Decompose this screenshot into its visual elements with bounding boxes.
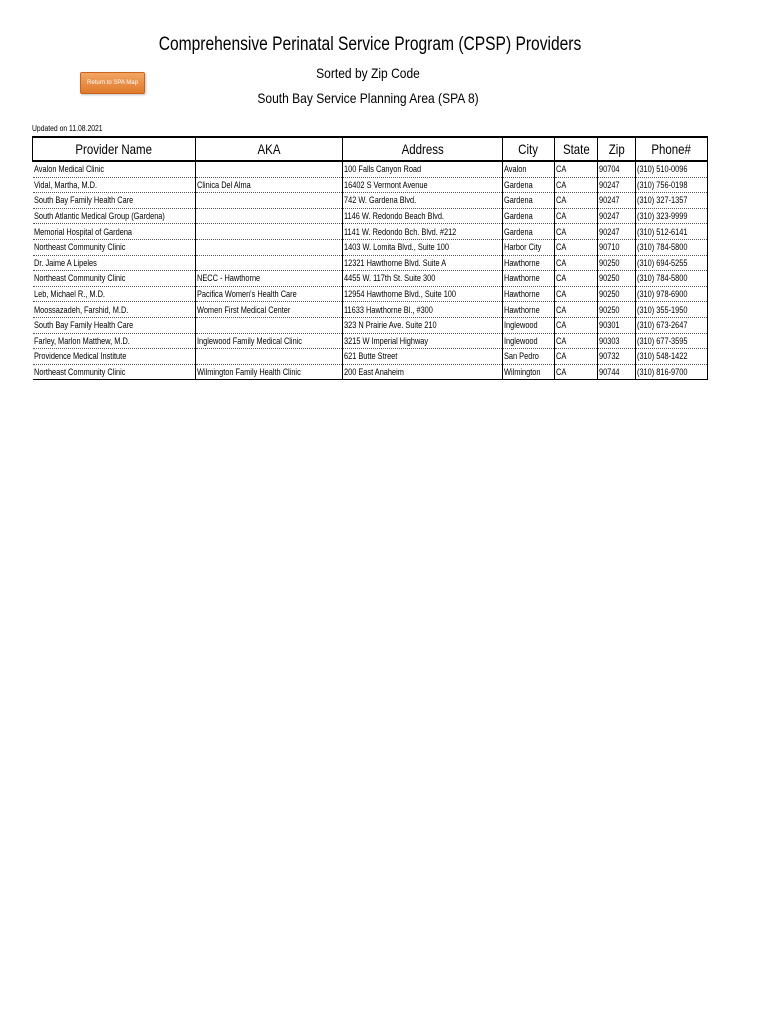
address-cell: 3215 W Imperial Highway <box>343 333 503 349</box>
zip-cell: 90250 <box>598 255 636 271</box>
address-cell: 11633 Hawthorne Bl., #300 <box>343 302 503 318</box>
address-cell: 1403 W. Lomita Blvd., Suite 100 <box>343 239 503 255</box>
zip-cell: 90247 <box>598 208 636 224</box>
phone-cell: (310) 784-5800 <box>636 271 708 287</box>
table-row <box>33 271 708 287</box>
address-cell: 323 N Prairie Ave. Suite 210 <box>343 317 503 333</box>
column-header-provider-name: Provider Name <box>33 137 196 161</box>
phone-cell: (310) 512-6141 <box>636 224 708 240</box>
aka-cell <box>196 193 343 209</box>
address-cell: 742 W. Gardena Blvd. <box>343 193 503 209</box>
phone-cell: (310) 978-6900 <box>636 286 708 302</box>
state-cell: CA <box>555 349 598 365</box>
address-cell: 100 Falls Canyon Road <box>343 161 503 177</box>
provider-name-cell: Vidal, Martha, M.D. <box>33 177 196 193</box>
aka-cell: Women First Medical Center <box>196 302 343 318</box>
provider-name-cell: Leb, Michael R., M.D. <box>33 286 196 302</box>
aka-cell <box>196 224 343 240</box>
state-cell: CA <box>555 302 598 318</box>
page-title: Comprehensive Perinatal Service Program (CPSP) Providers <box>158 34 582 55</box>
return-to-spa-map-button[interactable]: Return to SPA Map <box>80 72 145 94</box>
table-row <box>33 239 708 255</box>
service-area-label: South Bay Service Planning Area (SPA 8) <box>257 90 479 106</box>
provider-name-cell: Memorial Hospital of Gardena <box>33 224 196 240</box>
aka-cell: Inglewood Family Medical Clinic <box>196 333 343 349</box>
table-row <box>33 161 708 177</box>
zip-cell: 90704 <box>598 161 636 177</box>
provider-name-cell: Northeast Community Clinic <box>33 271 196 287</box>
city-cell: Wilmington <box>503 364 555 380</box>
aka-cell: Clinica Del Alma <box>196 177 343 193</box>
phone-cell: (310) 784-5800 <box>636 239 708 255</box>
page-subtitle: Sorted by Zip Code <box>316 65 420 81</box>
providers-table <box>32 136 708 380</box>
city-cell: Inglewood <box>503 333 555 349</box>
city-cell: Hawthorne <box>503 255 555 271</box>
table-row <box>33 286 708 302</box>
city-cell: Inglewood <box>503 317 555 333</box>
city-cell: Gardena <box>503 208 555 224</box>
zip-cell: 90303 <box>598 333 636 349</box>
city-cell: Gardena <box>503 193 555 209</box>
zip-cell: 90247 <box>598 177 636 193</box>
address-cell: 1141 W. Redondo Bch. Blvd. #212 <box>343 224 503 240</box>
table-header-row <box>33 137 708 161</box>
column-header-aka: AKA <box>196 137 343 161</box>
table-row <box>33 208 708 224</box>
table-row <box>33 333 708 349</box>
state-cell: CA <box>555 224 598 240</box>
phone-cell: (310) 510-0096 <box>636 161 708 177</box>
table-row <box>33 177 708 193</box>
zip-cell: 90250 <box>598 302 636 318</box>
phone-cell: (310) 323-9999 <box>636 208 708 224</box>
zip-cell: 90732 <box>598 349 636 365</box>
provider-name-cell: Northeast Community Clinic <box>33 364 196 380</box>
zip-cell: 90301 <box>598 317 636 333</box>
address-cell: 12954 Hawthorne Blvd., Suite 100 <box>343 286 503 302</box>
city-cell: Hawthorne <box>503 286 555 302</box>
address-cell: 16402 S Vermont Avenue <box>343 177 503 193</box>
updated-date: Updated on 11.08.2021 <box>32 124 103 133</box>
provider-name-cell: South Bay Family Health Care <box>33 193 196 209</box>
address-cell: 200 East Anaheim <box>343 364 503 380</box>
table-row <box>33 317 708 333</box>
address-cell: 12321 Hawthorne Blvd. Suite A <box>343 255 503 271</box>
state-cell: CA <box>555 177 598 193</box>
column-header-zip: Zip <box>598 137 636 161</box>
zip-cell: 90247 <box>598 224 636 240</box>
provider-name-cell: Avalon Medical Clinic <box>33 161 196 177</box>
state-cell: CA <box>555 364 598 380</box>
phone-cell: (310) 694-5255 <box>636 255 708 271</box>
address-cell: 1146 W. Redondo Beach Blvd. <box>343 208 503 224</box>
provider-name-cell: South Bay Family Health Care <box>33 317 196 333</box>
zip-cell: 90250 <box>598 271 636 287</box>
zip-cell: 90744 <box>598 364 636 380</box>
phone-cell: (310) 673-2647 <box>636 317 708 333</box>
column-header-phone: Phone# <box>636 137 708 161</box>
table-row <box>33 349 708 365</box>
city-cell: Harbor City <box>503 239 555 255</box>
state-cell: CA <box>555 286 598 302</box>
phone-cell: (310) 816-9700 <box>636 364 708 380</box>
aka-cell <box>196 208 343 224</box>
zip-cell: 90247 <box>598 193 636 209</box>
aka-cell <box>196 161 343 177</box>
address-cell: 621 Butte Street <box>343 349 503 365</box>
address-cell: 4455 W. 117th St. Suite 300 <box>343 271 503 287</box>
zip-cell: 90710 <box>598 239 636 255</box>
provider-name-cell: Providence Medical Institute <box>33 349 196 365</box>
aka-cell: Pacifica Women's Health Care <box>196 286 343 302</box>
city-cell: Gardena <box>503 224 555 240</box>
table-row <box>33 255 708 271</box>
provider-name-cell: Dr. Jaime A Lipeles <box>33 255 196 271</box>
state-cell: CA <box>555 317 598 333</box>
zip-cell: 90250 <box>598 286 636 302</box>
phone-cell: (310) 355-1950 <box>636 302 708 318</box>
phone-cell: (310) 548-1422 <box>636 349 708 365</box>
table-row <box>33 364 708 380</box>
aka-cell <box>196 317 343 333</box>
column-header-city: City <box>503 137 555 161</box>
city-cell: Avalon <box>503 161 555 177</box>
aka-cell: Wilmington Family Health Clinic <box>196 364 343 380</box>
city-cell: Hawthorne <box>503 271 555 287</box>
phone-cell: (310) 756-0198 <box>636 177 708 193</box>
aka-cell: NECC - Hawthorne <box>196 271 343 287</box>
aka-cell <box>196 349 343 365</box>
city-cell: Gardena <box>503 177 555 193</box>
provider-name-cell: Northeast Community Clinic <box>33 239 196 255</box>
table-row <box>33 302 708 318</box>
state-cell: CA <box>555 255 598 271</box>
state-cell: CA <box>555 271 598 287</box>
state-cell: CA <box>555 333 598 349</box>
table-row <box>33 224 708 240</box>
aka-cell <box>196 255 343 271</box>
state-cell: CA <box>555 239 598 255</box>
city-cell: San Pedro <box>503 349 555 365</box>
phone-cell: (310) 677-3595 <box>636 333 708 349</box>
table-row <box>33 193 708 209</box>
column-header-state: State <box>555 137 598 161</box>
state-cell: CA <box>555 208 598 224</box>
aka-cell <box>196 239 343 255</box>
provider-name-cell: Moossazadeh, Farshid, M.D. <box>33 302 196 318</box>
city-cell: Hawthorne <box>503 302 555 318</box>
state-cell: CA <box>555 161 598 177</box>
column-header-address: Address <box>343 137 503 161</box>
provider-name-cell: Farley, Marlon Matthew, M.D. <box>33 333 196 349</box>
provider-name-cell: South Atlantic Medical Group (Gardena) <box>33 208 196 224</box>
phone-cell: (310) 327-1357 <box>636 193 708 209</box>
state-cell: CA <box>555 193 598 209</box>
providers-table-body <box>33 161 708 380</box>
